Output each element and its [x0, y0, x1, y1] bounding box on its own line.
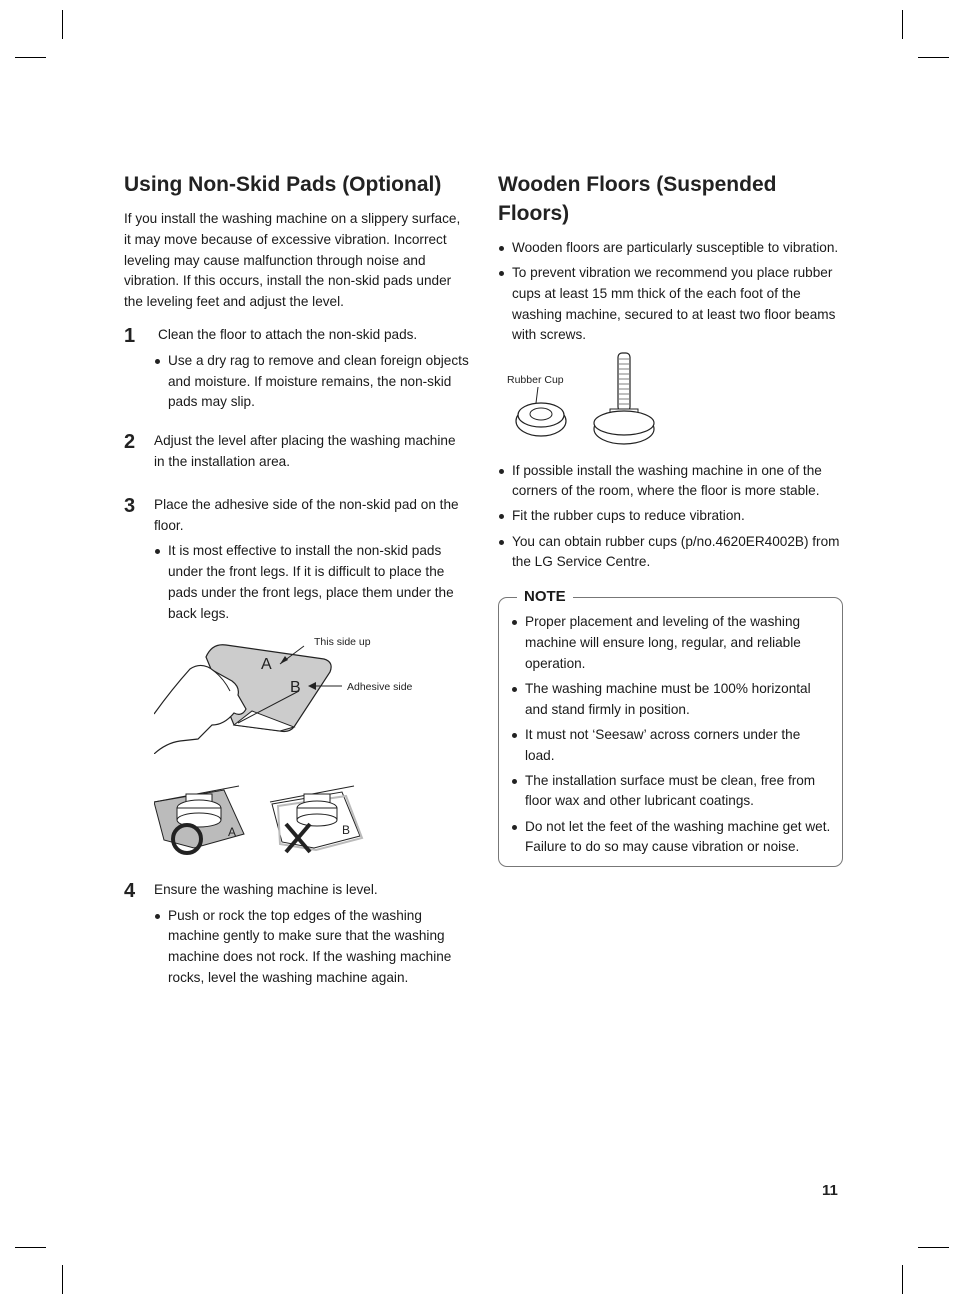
list-item: To prevent vibration we recommend you place rubber cups at least 15 mm thick of the each foot of the washing machine, secured to at least two floor beams with screws.: [498, 263, 843, 346]
list-item: If possible install the washing machine in one of the corners of the room, where the floor is more stable.: [498, 461, 843, 503]
wooden-floor-bullets-bottom: [498, 461, 843, 574]
crop-mark: [918, 1247, 949, 1248]
list-item: It must not ‘Seesaw’ across corners under the load.: [511, 725, 832, 767]
step-3: [124, 495, 469, 864]
section-title-non-skid: Using Non-Skid Pads (Optional): [124, 173, 442, 196]
label-b: B: [342, 822, 351, 837]
crop-mark: [918, 57, 949, 58]
step-number: 1: [124, 324, 136, 347]
rubber-cup-illustration: [498, 351, 698, 451]
this-side-up-label: This side up: [314, 635, 371, 648]
list-item: It is most effective to install the non-skid pads under the front legs. If it is difficult to place the pads under the front legs, place them under the back legs.: [154, 541, 469, 624]
list-item: You can obtain rubber cups (p/no.4620ER4002B) from the LG Service Centre.: [498, 532, 843, 574]
label-b: B: [290, 678, 301, 696]
step-bullets: [154, 351, 469, 413]
crop-mark: [15, 1247, 46, 1248]
label-a: A: [228, 824, 237, 839]
note-box: [498, 588, 843, 867]
step-2: [124, 431, 469, 473]
list-item: Push or rock the top edges of the washing machine gently to make sure that the washing machine does not rock. If the washing machine rocks, level the washing machine again.: [154, 906, 469, 989]
rubber-cup-label: Rubber Cup: [507, 373, 564, 386]
step-4: [124, 880, 469, 989]
crop-mark: [62, 10, 63, 39]
section-title-wooden-floors: Wooden Floors (Suspended Floors): [498, 173, 777, 225]
step-1: [124, 325, 469, 413]
step-number: 2: [124, 431, 136, 454]
step-text: Clean the floor to attach the non-skid pads.: [158, 326, 418, 342]
page-number: 11: [822, 1182, 838, 1199]
adhesive-side-label: Adhesive side: [347, 680, 413, 693]
step-number: 3: [124, 494, 136, 517]
right-column: [498, 170, 843, 867]
list-item: Use a dry rag to remove and clean foreign objects and moisture. If moisture remains, the non-skid pads may slip.: [154, 351, 469, 413]
label-a: A: [261, 655, 272, 673]
pad-illustration: [154, 629, 454, 754]
list-item: Do not let the feet of the washing machine get wet. Failure to do so may cause vibration or noise.: [511, 817, 832, 859]
list-item: Fit the rubber cups to reduce vibration.: [498, 506, 843, 527]
crop-mark: [62, 1265, 63, 1294]
list-item: Proper placement and leveling of the washing machine will ensure long, regular, and reliable operation.: [511, 612, 832, 674]
step-text: Adjust the level after placing the washing machine in the installation area.: [154, 433, 456, 469]
list-item: Wooden floors are particularly susceptible to vibration.: [498, 238, 843, 259]
note-title: NOTE: [517, 587, 573, 607]
step-text: Place the adhesive side of the non-skid pad on the floor.: [154, 496, 459, 533]
crop-mark: [902, 10, 903, 39]
crop-mark: [15, 57, 46, 58]
step-number: 4: [124, 879, 136, 902]
crop-mark: [902, 1265, 903, 1294]
intro-paragraph: If you install the washing machine on a slippery surface, it may move because of excessive vibration. Incorrect leveling may cause malfunction through noise and vibration. If this occurs, install the non-skid pads under the leveling feet and adjust the level.: [124, 211, 461, 310]
step-bullets: [154, 541, 469, 624]
feet-illustration: [154, 784, 414, 864]
note-list: [511, 612, 832, 858]
step-bullets: [154, 906, 469, 989]
step-text: Ensure the washing machine is level.: [154, 881, 378, 897]
wooden-floor-bullets: [498, 238, 843, 346]
list-item: The washing machine must be 100% horizontal and stand firmly in position.: [511, 679, 832, 721]
left-column: [124, 170, 469, 993]
list-item: The installation surface must be clean, free from floor wax and other lubricant coatings.: [511, 771, 832, 813]
